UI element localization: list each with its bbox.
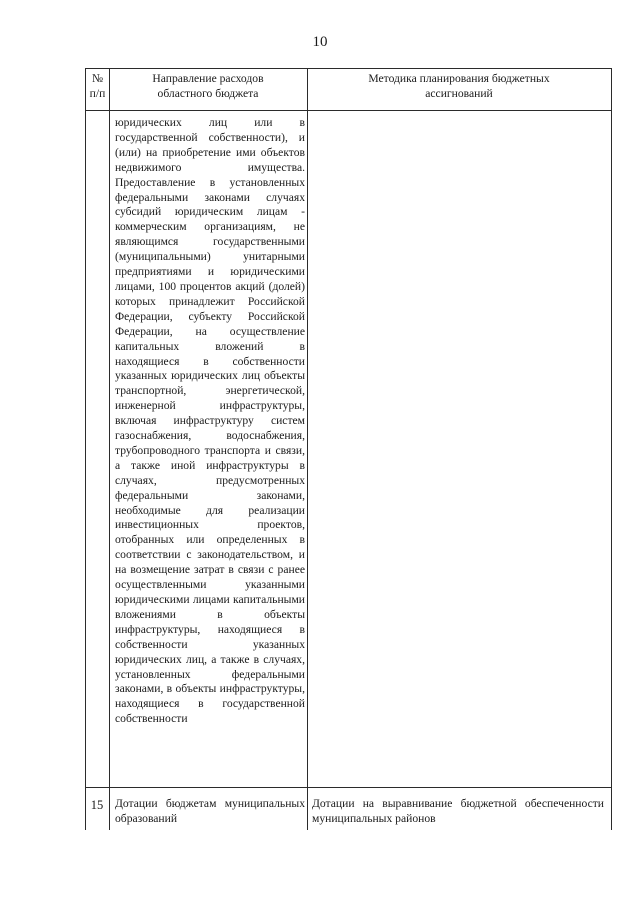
row-direction-text: юридических лиц или в государственной собственности), и (или) на приобретение ими объектов недвижимого имущества. Предоставление в установленных федеральными законами случаях субсидий юридическим лицам - коммерческим организациям, не являющимся государственными (муниципальными) унитарными предприятиями и юридическими лицами, 100 процентов акций (долей) которых принадлежит Российской Федерации, субъекту Российской Федерации, на осуществление капитальных вложений в находящиеся в собственности указанных юридических лиц объекты транспортной, энергетической, инженерной инфраструктуры, включая инфраструктуру систем газоснабжения, водоснабжения, трубопроводного транспорта и связи, а также иной инфраструктуры в случаях, предусмотренных федеральными законами, необходимые для реализации инвестиционных проектов, отобранных или определенных в соответствии с законодательством, и на возмещение затрат в связи с ранее осуществленными указанными юридическими лицами капитальными вложениями в объекты инфраструктуры, находящиеся в собственности указанных юридических лиц, а также в случаях, установленных федеральными законами, в объекты инфраструктуры, находящиеся в государственной собственности [115, 116, 305, 726]
header-direction: Направление расходов областного бюджета [152, 72, 264, 100]
header-method: Методика планирования бюджетных ассигнований [368, 72, 550, 100]
budget-table [85, 68, 612, 830]
row-direction-text: Дотации бюджетам муниципальных образований [115, 797, 305, 825]
header-number: № п/п [89, 72, 106, 100]
column-divider-2 [307, 68, 308, 830]
header-bottom-border [85, 110, 612, 111]
column-divider-1 [109, 68, 110, 830]
row-number: 15 [90, 798, 104, 812]
table-right-border [611, 68, 612, 830]
page-number: 10 [312, 34, 328, 50]
table-left-border [85, 68, 86, 830]
table-top-border [85, 68, 612, 69]
row-divider [85, 787, 612, 788]
row-method-text: Дотации на выравнивание бюджетной обеспеченности муниципальных районов [312, 797, 604, 825]
